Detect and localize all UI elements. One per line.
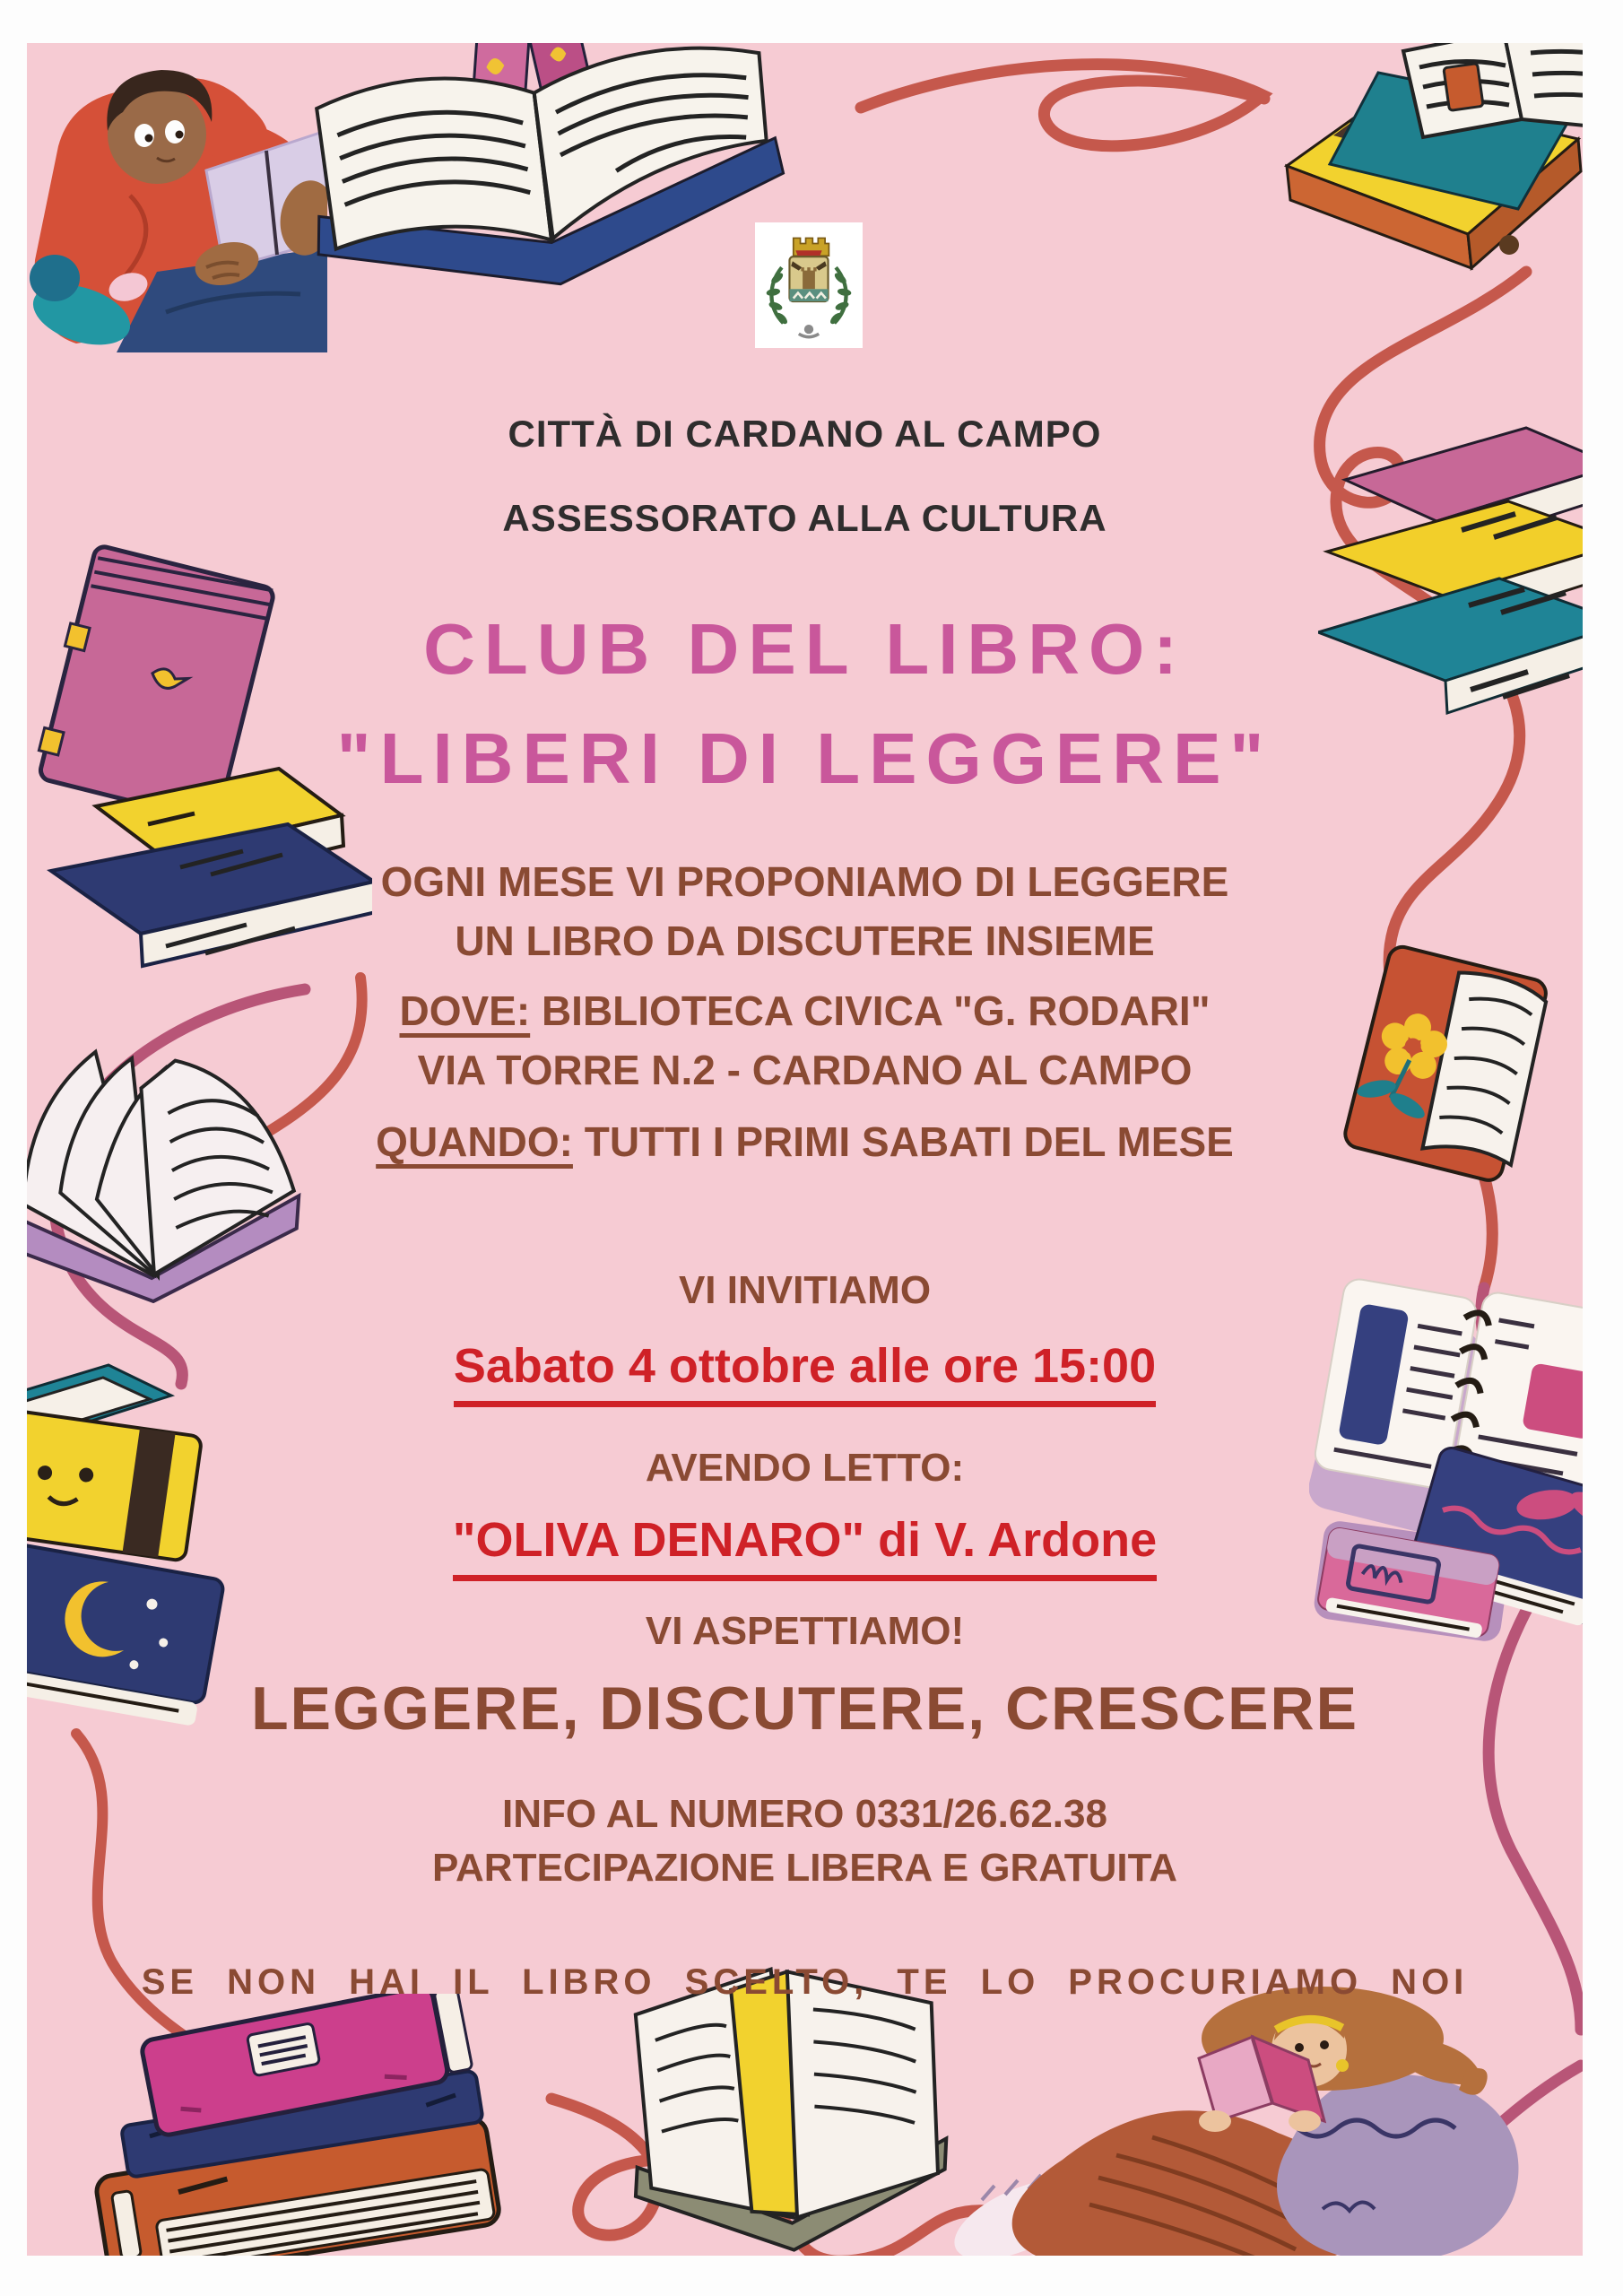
slogan-line: LEGGERE, DISCUTERE, CRESCERE xyxy=(251,1674,1358,1743)
book-title: "OLIVA DENARO" di V. Ardone xyxy=(453,1512,1157,1581)
where-label: DOVE: xyxy=(399,987,531,1034)
department-name: ASSESSORATO ALLA CULTURA xyxy=(502,497,1107,539)
city-name: CITTÀ DI CARDANO AL CAMPO xyxy=(508,413,1102,455)
reading-girl-illustration xyxy=(937,1985,1583,2256)
info-free-line: PARTECIPAZIONE LIBERA E GRATUITA xyxy=(431,1846,1178,1890)
when-line xyxy=(27,1118,1583,1166)
info-phone-line: INFO AL NUMERO 0331/26.62.38 xyxy=(502,1792,1107,1836)
intro-line2: UN LIBRO DA DISCUTERE INSIEME xyxy=(455,918,1155,964)
when-label: QUANDO: xyxy=(376,1118,573,1165)
await-line: VI ASPETTIAMO! xyxy=(645,1609,965,1653)
where-address: VIA TORRE N.2 - CARDANO AL CAMPO xyxy=(417,1047,1193,1093)
book-stack-top-right-illustration xyxy=(1278,43,1583,308)
poster-title-line1: CLUB DEL LIBRO: xyxy=(423,609,1186,689)
where-value: BIBLIOTECA CIVICA "G. RODARI" xyxy=(530,987,1211,1034)
event-date: Sabato 4 ottobre alle ore 15:00 xyxy=(454,1338,1156,1407)
event-date-line xyxy=(27,1338,1583,1407)
having-read-line: AVENDO LETTO: xyxy=(645,1446,965,1490)
when-value: TUTTI I PRIMI SABATI DEL MESE xyxy=(572,1118,1234,1165)
coat-of-arms-icon xyxy=(759,226,859,344)
footer-note: SE NON HAI IL LIBRO SCELTO, TE LO PROCURIAMO NOI xyxy=(141,1962,1469,2002)
poster-title-line2: "LIBERI DI LEGGERE" xyxy=(336,718,1273,798)
city-crest xyxy=(755,222,863,348)
invite-line: VI INVITIAMO xyxy=(678,1268,932,1312)
where-line xyxy=(27,987,1583,1035)
reading-person-illustration xyxy=(27,43,327,352)
book-title-line xyxy=(27,1512,1583,1581)
open-book-top-illustration xyxy=(291,43,794,299)
book-stack-bottom-left-illustration xyxy=(40,1994,668,2256)
intro-line1: OGNI MESE VI PROPONIAMO DI LEGGERE xyxy=(380,858,1229,905)
poster-background xyxy=(27,43,1583,2256)
